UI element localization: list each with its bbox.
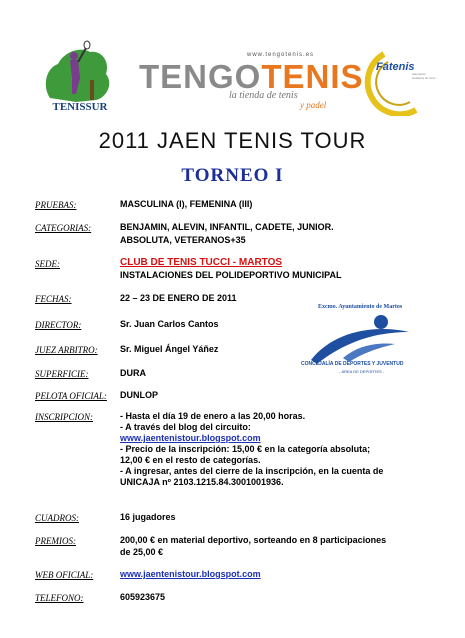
tengotenis-url: www.tengotenis.es xyxy=(247,52,315,58)
fatenis-name: Fatenis xyxy=(376,61,415,73)
fatenis-subtext: federación andaluza de tenis xyxy=(412,72,436,80)
label-telefono: TELEFONO: xyxy=(35,593,84,603)
label-sede: SEDE: xyxy=(35,259,60,269)
value-premios-2: de 25,00 € xyxy=(120,547,164,557)
value-premios-1: 200,00 € en material deportivo, sorteando en 8 participaciones xyxy=(120,535,387,545)
label-pruebas: PRUEBAS: xyxy=(35,200,77,210)
label-superficie: SUPERFICIE: xyxy=(35,369,89,379)
area-deportes: - ÁREA DE DEPORTES - xyxy=(339,369,385,374)
value-pelota-oficial: DUNLOP xyxy=(120,390,158,400)
document-title: 2011 JAEN TENIS TOUR xyxy=(98,128,367,153)
label-director: DIRECTOR: xyxy=(35,320,82,330)
inscripcion-line-ingresar: - A ingresar, antes del cierre de la inscripción, en la cuenta de xyxy=(120,466,384,476)
inscripcion-line-plazo: - Hasta el día 19 de enero a las 20,00 horas. xyxy=(120,411,306,421)
label-juez-arbitro: JUEZ ARBITRO: xyxy=(35,345,98,355)
value-categorias-1: BENJAMIN, ALEVIN, INFANTIL, CADETE, JUNIOR. xyxy=(120,222,334,232)
value-categorias-2: ABSOLUTA, VETERANOS+35 xyxy=(120,235,246,245)
value-juez-arbitro: Sr. Miguel Ángel Yáñez xyxy=(120,344,219,354)
value-sede-instalaciones: INSTALACIONES DEL POLIDEPORTIVO MUNICIPAL xyxy=(120,270,342,280)
label-pelota-oficial: PELOTA OFICIAL: xyxy=(35,391,107,401)
tenissur-name: TENISSUR xyxy=(52,101,108,113)
tengotenis-logo xyxy=(139,60,364,93)
tengotenis-tagline2: y padel xyxy=(300,100,327,110)
label-inscripcion: INSCRIPCION: xyxy=(35,412,93,422)
value-pruebas: MASCULINA (I), FEMENINA (III) xyxy=(120,199,253,209)
inscripcion-line-precio: - Precio de la inscripción: 15,00 € en la categoría absoluta; xyxy=(120,444,371,454)
inscripcion-line-precio-resto: 12,00 € en el resto de categorías. xyxy=(120,455,261,465)
inscripcion-line-blog: - A través del blog del circuito: xyxy=(120,422,251,432)
value-sede-club: CLUB DE TENIS TUCCI - MARTOS xyxy=(120,257,283,268)
document-subtitle: TORNEO I xyxy=(181,165,284,186)
value-web-oficial-link[interactable]: www.jaentenistour.blogspot.com xyxy=(120,569,261,579)
concejalia-name: CONCEJALÍA DE DEPORTES Y JUVENTUD xyxy=(301,361,404,367)
label-cuadros: CUADROS: xyxy=(35,513,79,523)
inscripcion-line-cuenta: UNICAJA nº 2103.1215.84.3001001936. xyxy=(120,477,284,487)
tengotenis-logo-part2: TENIS xyxy=(261,58,364,95)
label-categorias: CATEGORIAS: xyxy=(35,223,92,233)
inscripcion-block xyxy=(120,411,440,488)
label-web-oficial: WEB OFICIAL: xyxy=(35,570,94,580)
value-director: Sr. Juan Carlos Cantos xyxy=(120,319,219,329)
label-premios: PREMIOS: xyxy=(35,536,76,546)
ayuntamiento-name: Excmo. Ayuntamiento de Martos xyxy=(318,304,403,310)
value-superficie: DURA xyxy=(120,368,146,378)
fatenis-logo xyxy=(354,46,444,116)
value-cuadros: 16 jugadores xyxy=(120,512,176,522)
label-fechas: FECHAS: xyxy=(35,294,72,304)
value-telefono: 605923675 xyxy=(120,592,166,602)
inscripcion-blog-link[interactable]: www.jaentenistour.blogspot.com xyxy=(120,433,261,443)
value-fechas: 22 – 23 DE ENERO DE 2011 xyxy=(120,293,237,303)
tengotenis-tagline: la tienda de tenis xyxy=(229,90,298,101)
tengotenis-logo-part1: TENGO xyxy=(139,58,262,95)
